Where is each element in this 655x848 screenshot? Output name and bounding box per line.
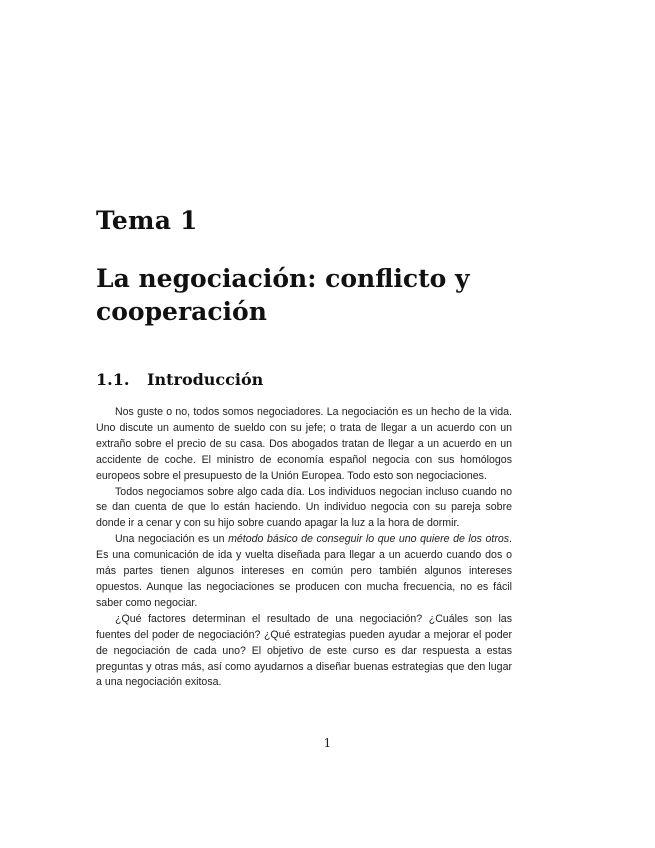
- section-number: 1.1.: [96, 370, 130, 389]
- emphasized-text: método básico de conseguir lo que uno quiere de los otros: [228, 533, 510, 546]
- paragraph-text: ¿Qué factores determinan el resultado de una negociación? ¿Cuáles son las fuentes del poder de negociación? ¿Qué estrategias pueden ayudar a mejorar el poder de negociación de cada uno? El objetivo de este curso es dar respuesta a estas preguntas y otras más, así como ayudarnos a diseñar buenas estrategias que den lugar a una negociación exitosa.: [96, 612, 512, 689]
- paragraph-text: . Es una comunicación de ida y vuelta diseñada para llegar a un acuerdo cuando dos o más partes tienen algunos intereses en común pero también algunos intereses opuestos. Aunque las negociaciones se producen con mucha frecuencia, no es fácil saber como negociar.: [96, 533, 512, 609]
- page-number: 1: [323, 736, 332, 750]
- chapter-label: Tema 1: [96, 206, 198, 235]
- section-title: Introducción: [147, 370, 264, 389]
- chapter-title: La negociación: conflicto y cooperación: [96, 264, 470, 326]
- paragraph: [96, 612, 512, 692]
- paragraph-text: Una negociación es un: [115, 533, 229, 546]
- body-text: [96, 405, 512, 691]
- paragraph: [96, 485, 512, 533]
- paragraph-text: Todos negociamos sobre algo cada día. Los individuos negocian incluso cuando no se dan cuenta de que lo están haciendo. Un individuo negocia con su pareja sobre donde ir a cenar y con su hijo sobre cuando apagar la luz a la hora de dormir.: [96, 485, 512, 530]
- paragraph-text: Nos guste o no, todos somos negociadores. La negociación es un hecho de la vida. Uno discute un aumento de sueldo con su jefe; o trata de llegar a un acuerdo con un extraño sobre el precio de su casa. Dos abogados tratan de llegar a un acuerdo en un accidente de coche. El ministro de economía español negocia con sus homólogos europeos sobre el presupuesto de la Unión Europea. Todo esto son negociaciones.: [96, 406, 512, 482]
- section-heading: [96, 370, 263, 389]
- paragraph: [96, 532, 512, 612]
- paragraph: [96, 405, 512, 485]
